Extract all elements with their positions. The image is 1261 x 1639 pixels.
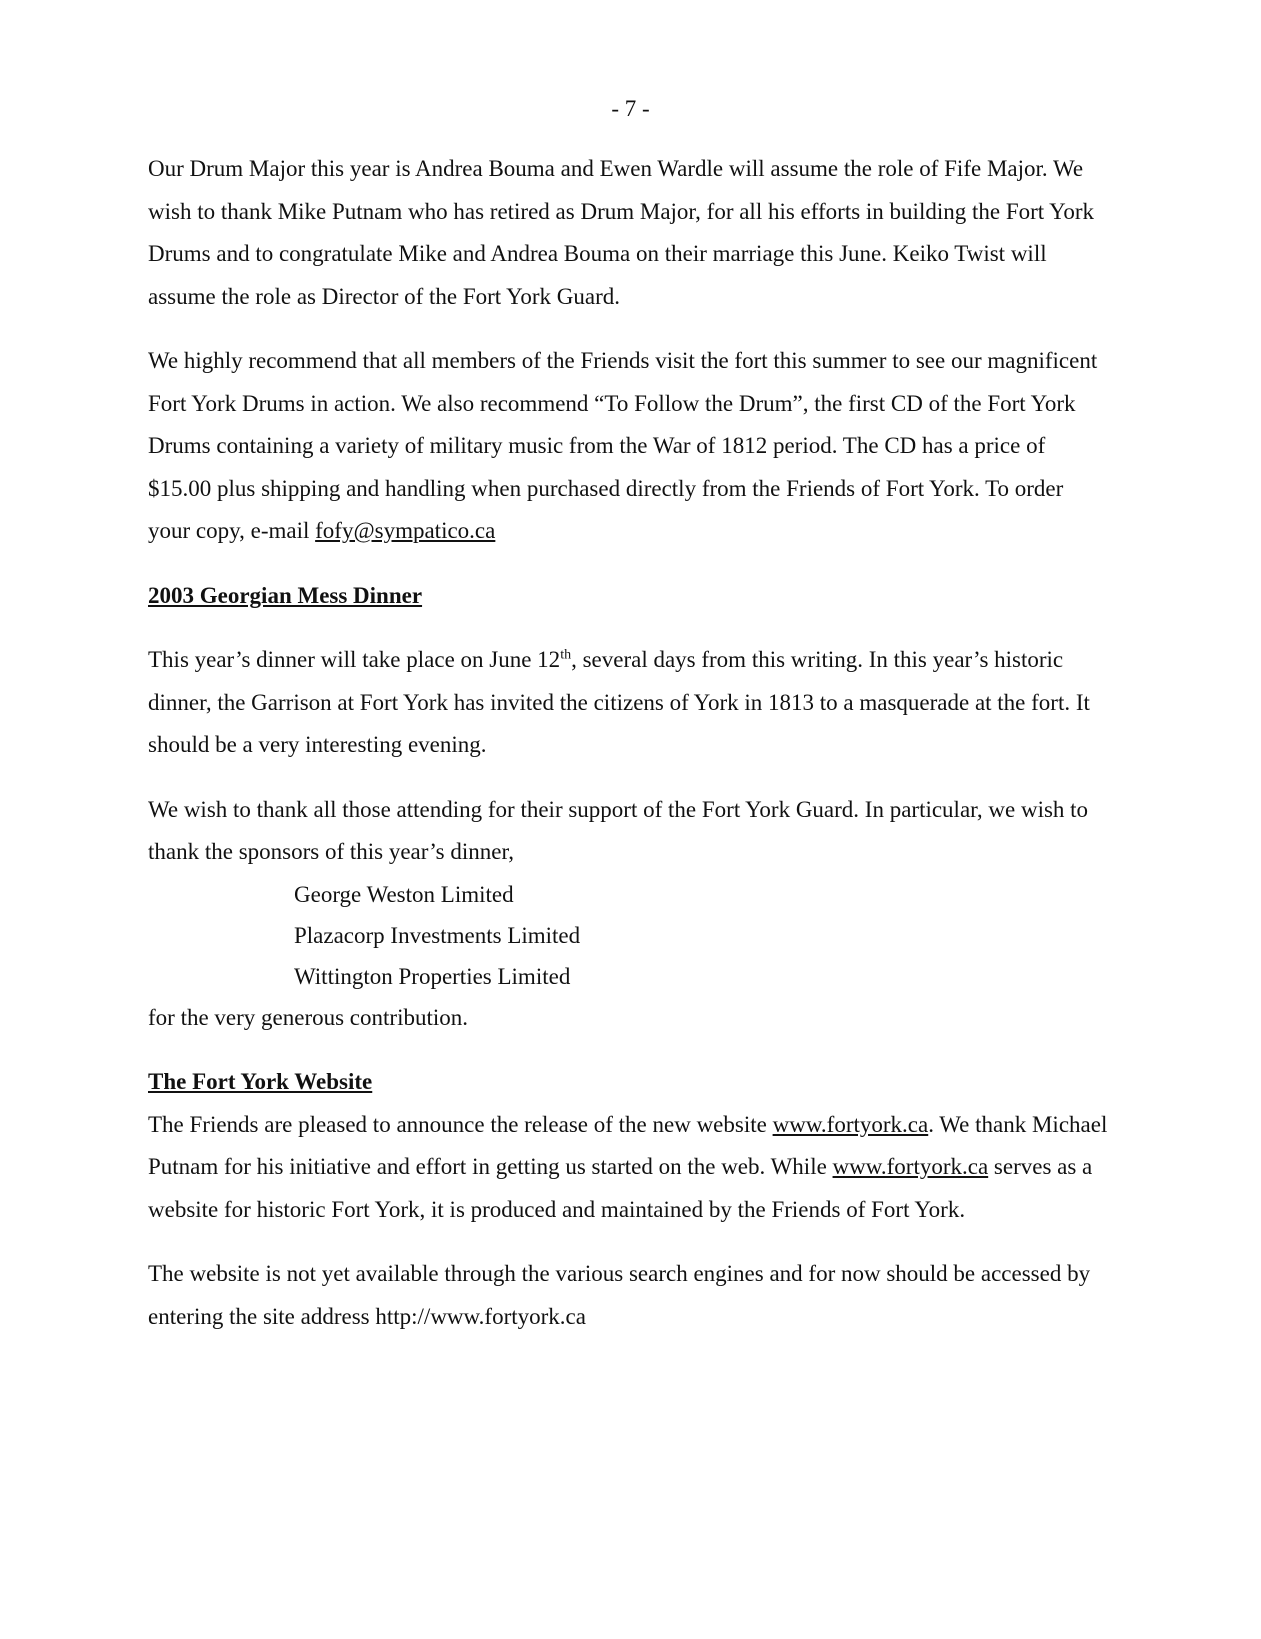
mess-dinner-closing: for the very generous contribution.: [148, 1004, 468, 1030]
website-text-1: The Friends are pleased to announce the release of the new website: [148, 1111, 773, 1137]
mess-dinner-text-1: This year’s dinner will take place on June 12: [148, 647, 561, 672]
document-body: [148, 148, 1108, 1360]
mess-dinner-paragraph-1: [148, 639, 1108, 767]
website-paragraph-2: The website is not yet available through the various search engines and for now should be accessed by entering the site address http://www.fortyork.ca: [148, 1261, 1091, 1329]
mess-dinner-heading: 2003 Georgian Mess Dinner: [148, 582, 423, 608]
website-paragraph-1: [148, 1104, 1108, 1232]
sponsor-item: Plazacorp Investments Limited: [294, 922, 581, 948]
mess-dinner-text-2: , several days from this writing. In this year’s historic dinner, the Garrison at Fort York has invited the citizens of York in 1813 to a masquerade at the fort. It should be a very interesting evening.: [148, 647, 1090, 757]
website-heading: The Fort York Website: [148, 1069, 373, 1094]
sponsor-item: Wittington Properties Limited: [294, 963, 571, 989]
drum-major-paragraph: Our Drum Major this year is Andrea Bouma and Ewen Wardle will assume the role of Fife Major. We wish to thank Mike Putnam who has retired as Drum Major, for all his efforts in building the Fort York Drums and to congratulate Mike and Andrea Bouma on their marriage this June. Keiko Twist will assume the role as Director of the Fort York Guard.: [148, 156, 1095, 309]
sponsor-list: [148, 874, 1108, 997]
website-link-2[interactable]: www.fortyork.ca: [832, 1154, 989, 1179]
mess-dinner-paragraph-2: We wish to thank all those attending for their support of the Fort York Guard. In particular, we wish to thank the sponsors of this year’s dinner,: [148, 796, 1089, 864]
drums-text: We highly recommend that all members of the Friends visit the fort this summer to see our magnificent Fort York Drums in action. We also recommend “To Follow the Drum”, the first CD of the Fort York Drums containing a variety of military music from the War of 1812 period. The CD has a price of $15.00 plus shipping and handling when purchased directly from the Friends of Fort York. To order your copy, e-mail: [148, 348, 1098, 543]
drums-paragraph: [148, 340, 1108, 553]
page-number: - 7 -: [611, 96, 650, 121]
website-text-2: . We thank Michael Putnam for his initiative and effort in getting us started on the web. While: [148, 1111, 1108, 1179]
date-suffix: th: [560, 647, 572, 663]
website-link[interactable]: www.fortyork.ca: [772, 1111, 929, 1137]
website-text-3: serves as a website for historic Fort York, it is produced and maintained by the Friends of Fort York.: [148, 1154, 1093, 1222]
email-link[interactable]: fofy@sympatico.ca: [315, 518, 496, 543]
sponsor-item: George Weston Limited: [294, 881, 514, 907]
